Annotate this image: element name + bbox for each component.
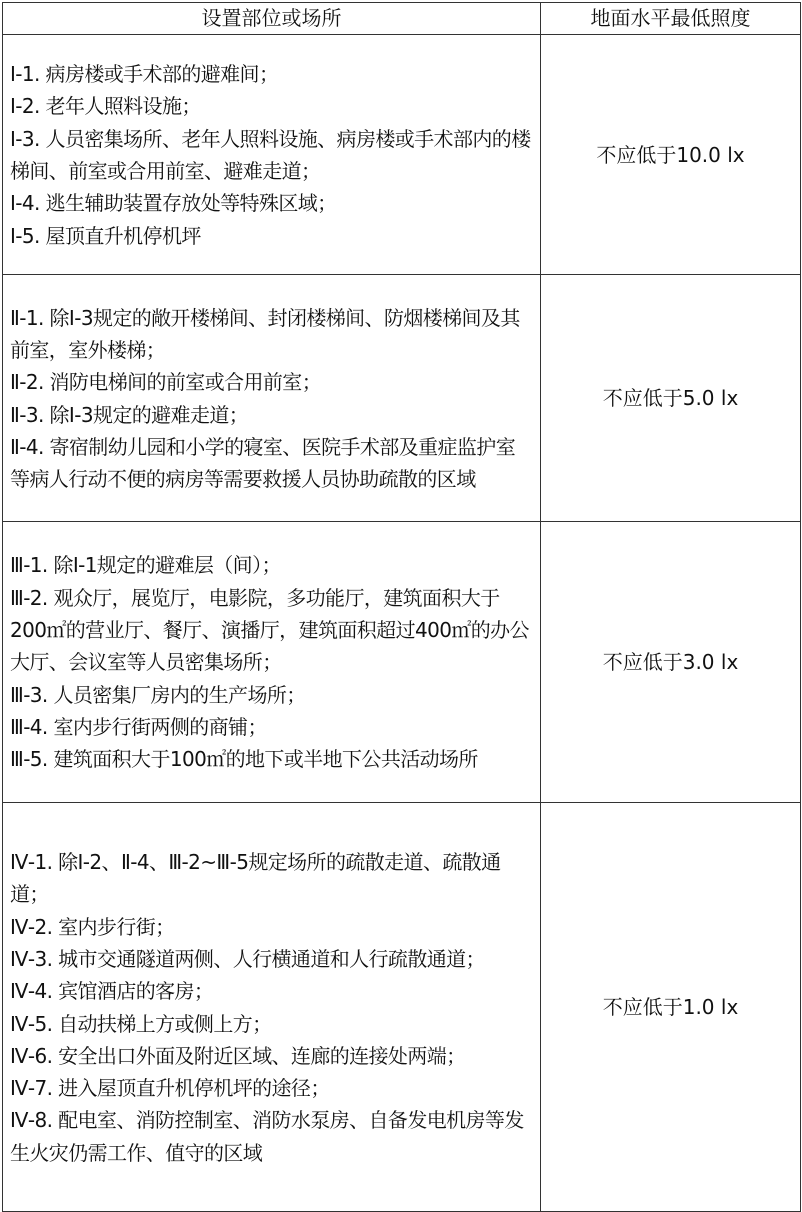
location-cell xyxy=(3,35,541,275)
location-item: Ⅲ-5. 建筑面积大于100㎡的地下或半地下公共活动场所 xyxy=(10,747,478,772)
location-item: Ⅲ-1. 除Ⅰ-1规定的避难层（间）； xyxy=(10,553,281,578)
location-item: Ⅱ-1. 除Ⅰ-3规定的敞开楼梯间、封闭楼梯间、防烟楼梯间及其前室，室外楼梯； xyxy=(10,305,520,362)
location-item: Ⅳ-1. 除Ⅰ-2、Ⅱ-4、Ⅲ-2~Ⅲ-5规定场所的疏散走道、疏散通道； xyxy=(10,850,501,907)
table-row xyxy=(3,522,801,803)
location-item: Ⅳ-8. 配电室、消防控制室、消防水泵房、自备发电机房等发生火灾仍需工作、值守的区域 xyxy=(10,1108,524,1165)
table-row xyxy=(3,803,801,1212)
illuminance-value: 不应低于10.0 lx xyxy=(541,35,801,275)
location-cell xyxy=(3,275,541,522)
table-row xyxy=(3,35,801,275)
illuminance-table xyxy=(2,2,801,1212)
table-row xyxy=(3,275,801,522)
location-item: Ⅰ-4. 逃生辅助装置存放处等特殊区域； xyxy=(10,191,337,216)
location-item: Ⅱ-2. 消防电梯间的前室或合用前室； xyxy=(10,370,322,395)
location-item: Ⅰ-2. 老年人照料设施； xyxy=(10,94,201,119)
location-item: Ⅲ-2. 观众厅，展览厅，电影院，多功能厅，建筑面积大于200㎡的营业厅、餐厅、演播厅，建筑面积超过400㎡的办公大厅、会议室等人员密集场所； xyxy=(10,585,529,675)
illuminance-value: 不应低于1.0 lx xyxy=(541,803,801,1212)
location-item: Ⅰ-3. 人员密集场所、老年人照料设施、病房楼或手术部内的楼梯间、前室或合用前室、避难走道； xyxy=(10,126,531,183)
location-item: Ⅳ-7. 进入屋顶直升机停机坪的途径； xyxy=(10,1076,330,1101)
location-item: Ⅱ-3. 除Ⅰ-3规定的避难走道； xyxy=(10,402,249,427)
location-item: Ⅳ-4. 宾馆酒店的客房； xyxy=(10,979,214,1004)
location-item: Ⅲ-4. 室内步行街两侧的商铺； xyxy=(10,714,267,739)
location-item: Ⅰ-5. 屋顶直升机停机坪 xyxy=(10,223,201,248)
illuminance-value: 不应低于5.0 lx xyxy=(541,275,801,522)
location-item: Ⅱ-4. 寄宿制幼儿园和小学的寝室、医院手术部及重症监护室等病人行动不便的病房等需要救援人员协助疏散的区域 xyxy=(10,434,516,492)
header-illuminance: 地面水平最低照度 xyxy=(541,3,801,35)
location-item: Ⅳ-3. 城市交通隧道两侧、人行横通道和人行疏散通道； xyxy=(10,946,485,971)
location-cell xyxy=(3,522,541,803)
location-item: Ⅳ-6. 安全出口外面及附近区域、连廊的连接处两端； xyxy=(10,1043,466,1068)
location-item: Ⅰ-1. 病房楼或手术部的避难间； xyxy=(10,62,279,87)
location-item: Ⅳ-2. 室内步行街； xyxy=(10,914,175,939)
location-item: Ⅲ-3. 人员密集厂房内的生产场所； xyxy=(10,682,306,707)
table-header-row xyxy=(3,3,801,35)
illuminance-value: 不应低于3.0 lx xyxy=(541,522,801,803)
location-item: Ⅳ-5. 自动扶梯上方或侧上方； xyxy=(10,1011,272,1036)
location-cell xyxy=(3,803,541,1212)
header-location: 设置部位或场所 xyxy=(3,3,541,35)
